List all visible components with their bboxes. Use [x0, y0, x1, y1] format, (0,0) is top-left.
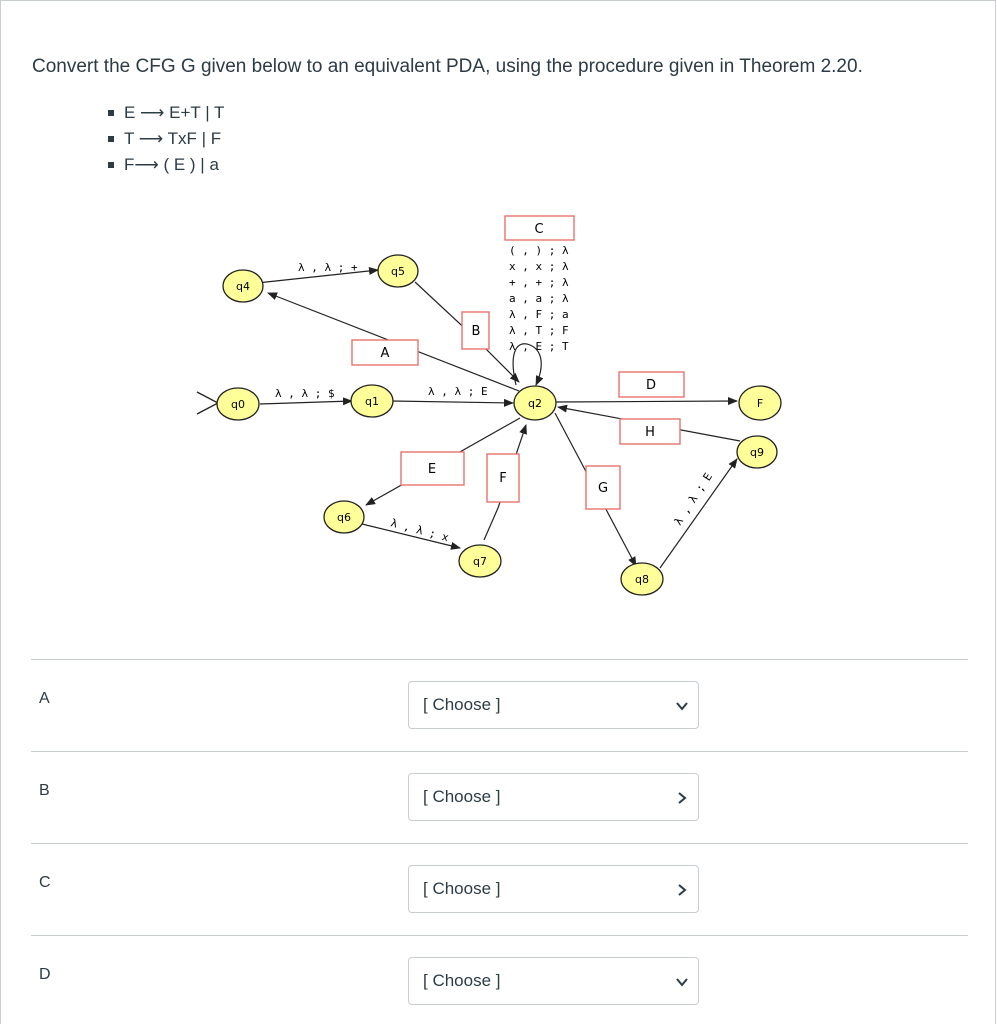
answer-select-a[interactable] — [408, 681, 699, 729]
answer-row-d — [31, 935, 968, 1028]
answer-row-c — [31, 843, 968, 936]
state-label: q1 — [365, 395, 379, 408]
box-label: H — [645, 425, 655, 440]
transition-label: λ , λ ; $ — [275, 387, 335, 400]
state-label: q8 — [635, 573, 649, 586]
chevron-right-icon — [676, 792, 688, 804]
grammar-rule: T ⟶ TxF | F — [100, 126, 224, 152]
edge-q0-q1 — [260, 401, 352, 404]
grammar-rule: E ⟶ E+T | T — [100, 100, 224, 126]
answer-label: B — [39, 782, 50, 799]
state-label: q2 — [528, 397, 542, 410]
loop-label: x , x ; λ — [509, 260, 569, 273]
answer-label: A — [39, 690, 50, 707]
answer-label: D — [39, 966, 51, 983]
box-label: A — [380, 346, 390, 361]
state-label: F — [756, 397, 764, 410]
transition-label: λ , λ ; x — [389, 516, 451, 545]
box-label: F — [499, 471, 507, 486]
select-value: [ Choose ] — [423, 971, 501, 990]
box-label: B — [471, 324, 481, 339]
box-label: C — [534, 222, 544, 237]
chevron-down-icon — [676, 976, 688, 988]
select-value: [ Choose ] — [423, 879, 501, 898]
loop-label: + , + ; λ — [509, 276, 569, 289]
chevron-down-icon — [676, 700, 688, 712]
loop-label: λ , T ; F — [509, 324, 569, 337]
loop-label: λ , E ; T — [509, 340, 569, 353]
transition-label: λ , λ ; E — [428, 385, 488, 398]
chevron-right-icon — [676, 884, 688, 896]
edge-q8-q9 — [660, 459, 737, 568]
start-arrow-icon — [197, 392, 218, 414]
answer-select-b[interactable] — [408, 773, 699, 821]
grammar-rule: F⟶ ( E ) | a — [100, 152, 224, 178]
edge-q2-final — [556, 401, 737, 402]
question-text: Convert the CFG G given below to an equivalent PDA, using the procedure given in Theorem 2.20. — [32, 56, 863, 77]
loop-label: λ , F ; a — [509, 308, 569, 321]
box-label: D — [645, 378, 657, 393]
answer-label: C — [39, 874, 51, 891]
transition-label: λ , λ ; + — [298, 261, 358, 274]
answer-row-b — [31, 751, 968, 844]
box-label: E — [427, 462, 437, 477]
loop-label: a , a ; λ — [509, 292, 569, 305]
edge-q1-q2 — [392, 401, 513, 403]
state-label: q9 — [750, 446, 764, 459]
loop-label: ( , ) ; λ — [509, 244, 569, 257]
select-value: [ Choose ] — [423, 695, 501, 714]
box-label: G — [597, 481, 609, 496]
transition-label: λ , λ ; E — [671, 470, 715, 528]
state-label: q7 — [473, 555, 487, 568]
answer-select-d[interactable] — [408, 957, 699, 1005]
state-label: q0 — [231, 398, 245, 411]
answer-select-c[interactable] — [408, 865, 699, 913]
select-value: [ Choose ] — [423, 787, 501, 806]
state-label: q5 — [391, 265, 405, 278]
state-label: q6 — [337, 511, 351, 524]
answer-row-a — [31, 659, 968, 752]
state-label: q4 — [236, 280, 250, 293]
